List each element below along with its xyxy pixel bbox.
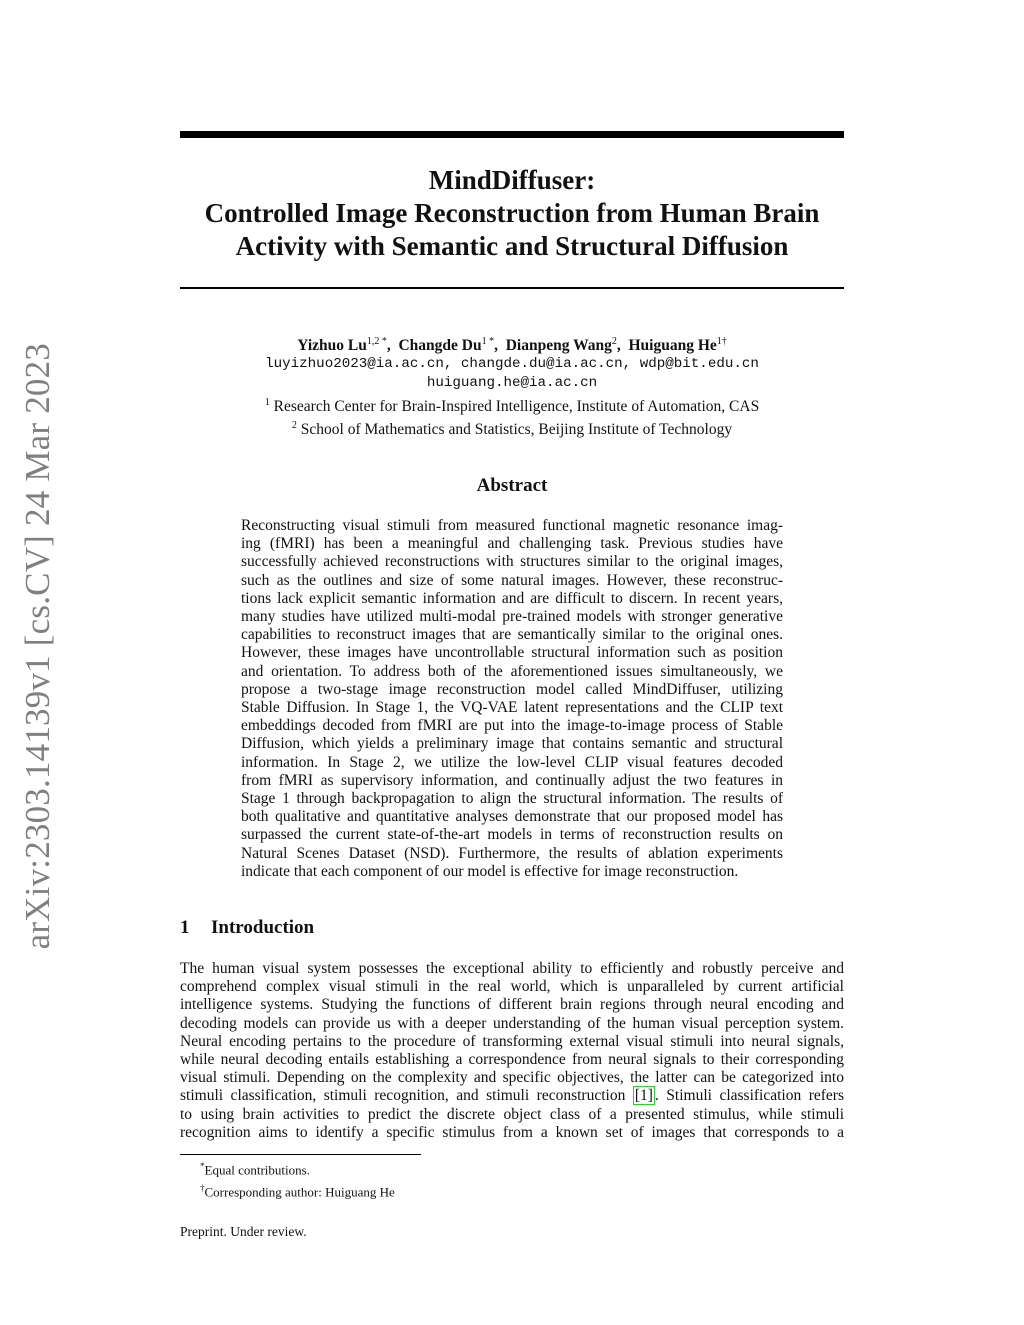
footnote-mark: *	[200, 1161, 205, 1171]
abstract-line: Stage 1 through backpropagation to align the structural information. The results of	[241, 790, 783, 808]
author-emails: huiguang.he@ia.ac.cn	[426, 375, 598, 392]
footnote-text: Equal contributions.	[204, 1162, 310, 1178]
page-footer: Preprint. Under review.	[180, 1224, 307, 1239]
title-line: Activity with Semantic and Structural Diffusion	[235, 231, 789, 261]
abstract-line: many studies have utilized multi-modal pre-trained models with stronger generative	[241, 608, 783, 626]
author-mark: 1 *	[481, 336, 495, 347]
title-line: MindDiffuser:	[428, 165, 596, 195]
body-text: stimuli classification, stimuli recognition, and stimuli reconstruction	[180, 1087, 633, 1105]
footnote	[200, 1179, 395, 1201]
introduction-body	[180, 960, 844, 1142]
footnote-mark: †	[200, 1183, 205, 1194]
affiliation	[180, 393, 844, 416]
body-line: to using brain activities to predict the discrete object class of a presented stimulus, while stimuli	[180, 1105, 844, 1123]
abstract-line: Stable Diffusion. In Stage 1, the VQ-VAE latent representations and the CLIP text	[241, 699, 783, 717]
section-number: 1	[180, 917, 190, 938]
abstract-line: and orientation. To address both of the aforementioned issues simultaneously, we	[241, 662, 783, 680]
author-mark: 1,2 *	[366, 336, 387, 347]
author-name: Yizhuo Lu	[297, 337, 367, 355]
affiliation-text: School of Mathematics and Statistics, Beijing Institute of Technology	[300, 421, 733, 439]
body-line: comprehend complex visual stimuli in the real world, which is unparalleled by current artificial	[180, 978, 844, 996]
author-names: Yizhuo $Lu^{1,2 *}$, Changde $Du^{1 *}$, Dianpeng Wang$^2$, Huiguang $He^{1\dagger}$	[297, 336, 727, 355]
footnote-rule	[180, 1154, 421, 1155]
section-title: Introduction	[211, 917, 315, 938]
footnote	[200, 1157, 395, 1179]
author-block	[180, 332, 844, 439]
body-line: intelligence systems. Studying the functions of different brain regions through neural encoding and	[180, 996, 844, 1014]
footnotes	[200, 1157, 395, 1202]
abstract-line: However, these images have uncontrollable structural information such as position	[241, 644, 783, 662]
body-line: while neural decoding entails establishing a correspondence from neural signals to their corresponding	[180, 1051, 844, 1069]
arxiv-stamp	[8, 342, 68, 950]
abstract-line: capabilities to reconstruct images that are semantically similar to the original ones.	[241, 626, 783, 644]
author-emails: luyizhuo2023@ia.ac.cn, changde.du@ia.ac.cn, wdp@bit.edu.cn	[265, 356, 759, 373]
affiliation	[180, 416, 844, 439]
body-text: . Stimuli classification refers	[654, 1087, 844, 1105]
abstract-line: indicate that each component of our model is effective for image reconstruction.	[241, 862, 739, 880]
body-line	[180, 1087, 844, 1105]
abstract-body	[241, 517, 783, 881]
abstract-line: such as the outlines and size of some natural images. However, these reconstruc-	[241, 571, 783, 589]
abstract-line: ing (fMRI) has been a meaningful and challenging task. Previous studies have	[241, 535, 783, 553]
abstract-line: propose a two-stage image reconstruction model called MindDiffuser, utilizing	[241, 680, 783, 698]
abstract-line: tions lack explicit semantic information and are difficult to discern. In recent years,	[241, 589, 783, 607]
author-mark: 2	[611, 336, 617, 347]
abstract-line: information. In Stage 2, we utilize the low-level CLIP visual features decoded	[241, 753, 783, 771]
footnote-text: Corresponding author: Huiguang He	[204, 1184, 395, 1200]
body-line: Neural encoding pertains to the procedure of transforming external visual stimuli into neural signals,	[180, 1032, 844, 1050]
section-heading-introduction	[180, 917, 844, 939]
abstract-line: embeddings decoded from fMRI are put into the image-to-image process of Stable	[241, 717, 783, 735]
abstract-line: surpassed the current state-of-the-art models in terms of reconstruction results on	[241, 826, 783, 844]
author-mark: 1†	[716, 336, 727, 347]
affiliation-mark: 1	[264, 397, 270, 409]
abstract-line: Natural Scenes Dataset (NSD). Furthermore, the results of ablation experiments	[241, 844, 783, 862]
abstract-line: Diffusion, which yields a preliminary image that contains semantic and structural	[241, 735, 783, 753]
affiliation-mark: 2	[291, 420, 297, 432]
author-name: Changde Du	[398, 337, 482, 355]
title-top-rule	[180, 131, 844, 138]
paper-title	[180, 164, 844, 263]
title-bottom-rule	[180, 287, 844, 289]
body-line: The human visual system possesses the exceptional ability to efficiently and robustly perceive and	[180, 960, 844, 977]
title-line: Controlled Image Reconstruction from Human Brain	[204, 198, 820, 228]
author-name: Dianpeng Wang	[505, 337, 612, 355]
arxiv-stamp-text: arXiv:2303.14139v1 [cs.CV] 24 Mar 2023	[18, 342, 57, 950]
abstract-line: from fMRI as supervisory information, and continually adjust the two features in	[241, 771, 783, 789]
citation-link[interactable]: [1]	[634, 1087, 653, 1105]
body-line: recognition aims to identify a specific stimulus from a known set of images that corresponds to a	[180, 1123, 844, 1141]
abstract-heading: Abstract	[476, 475, 548, 496]
body-line: visual stimuli. Depending on the complexity and specific objectives, the latter can be categorized into	[180, 1069, 844, 1087]
author-name: Huiguang He	[628, 337, 717, 355]
abstract-line: successfully achieved reconstructions with structures similar to the original images,	[241, 553, 783, 571]
abstract-line: Reconstructing visual stimuli from measured functional magnetic resonance imag-	[241, 517, 783, 534]
affiliation-text: Research Center for Brain-Inspired Intelligence, Institute of Automation, CAS	[273, 398, 760, 416]
body-line: decoding models can provide us with a deeper understanding of the human visual perception system.	[180, 1014, 844, 1032]
abstract-line: both qualitative and quantitative analyses demonstrate that our proposed model has	[241, 808, 783, 826]
